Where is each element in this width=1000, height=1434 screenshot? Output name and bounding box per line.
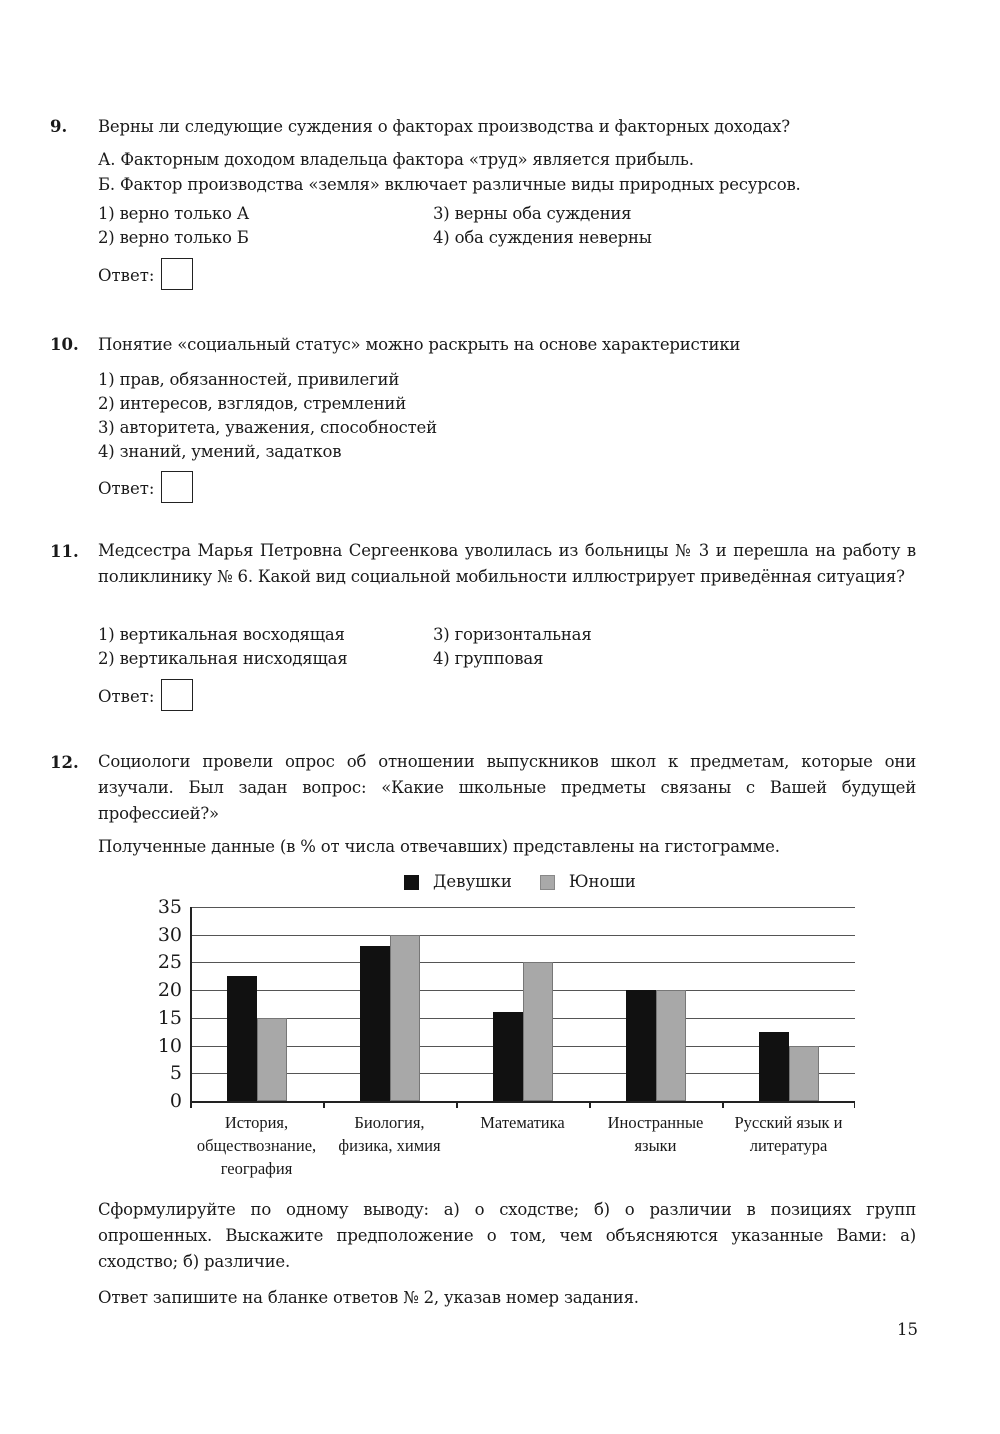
question-9-answer-label: Ответ: (98, 266, 155, 285)
question-10-answer-label: Ответ: (98, 479, 155, 498)
legend-swatch-gray-icon (540, 875, 555, 890)
question-12-text: Социологи провели опрос об отношении выпускников школ к предметам, которые они изучали. Был задан вопрос: «Какие школьные предметы связаны с Вашей будущей профессией?» (98, 752, 916, 823)
question-9-statement-a: А. Факторным доходом владельца фактора «труд» является прибыль. (98, 150, 694, 169)
gridline (190, 907, 855, 908)
y-tick-label: 0 (169, 1090, 182, 1112)
question-9-option-1: 1) верно только А (98, 204, 250, 223)
x-category-label: Математика (480, 1113, 565, 1132)
y-tick-label: 35 (157, 896, 182, 918)
question-9-option-4: 4) оба суждения неверны (433, 228, 652, 247)
x-axis (190, 1101, 855, 1103)
question-11-text: Медсестра Марья Петровна Сергеенкова уволилась из больницы № 3 и перешла на работу в поликлинику № 6. Какой вид социальной мобильности иллюстрирует приведённая ситуация? (98, 541, 916, 586)
y-tick-label: 30 (157, 923, 182, 946)
question-11-answer-label: Ответ: (98, 687, 155, 706)
page-number: 15 (897, 1320, 918, 1339)
x-tick (854, 1101, 856, 1108)
bar-boys (390, 935, 420, 1101)
x-tick (456, 1101, 458, 1108)
bar-boys (523, 962, 553, 1101)
question-10-answer-box[interactable] (161, 471, 193, 503)
chart-legend (404, 871, 664, 893)
bar-boys (257, 1018, 287, 1101)
bar-boys (656, 990, 686, 1101)
question-11-option-1: 1) вертикальная восходящая (98, 625, 345, 644)
question-9-answer-box[interactable] (161, 258, 193, 290)
y-tick-label: 20 (157, 979, 182, 1002)
question-9-option-2: 2) верно только Б (98, 228, 249, 247)
question-12-data-intro: Полученные данные (в % от числа отвечавших) представлены на гистограмме. (98, 837, 780, 856)
legend-item-girls (404, 871, 512, 893)
question-9-statement-b: Б. Фактор производства «земля» включает различные виды природных ресурсов. (98, 175, 801, 194)
legend-swatch-black-icon (404, 875, 419, 890)
legend-item-boys (540, 871, 636, 893)
question-12-number: 12. (50, 753, 79, 772)
question-10-option-4: 4) знаний, умений, задатков (98, 442, 342, 461)
x-tick (190, 1101, 192, 1108)
question-10-text: Понятие «социальный статус» можно раскрыть на основе характеристики (98, 335, 741, 354)
x-category-label: Иностранные языки (607, 1113, 704, 1155)
x-tick (323, 1101, 325, 1108)
question-12-instruction: Ответ запишите на бланке ответов № 2, указав номер задания. (98, 1288, 639, 1307)
legend-label-boys: Юноши (568, 872, 636, 891)
x-category-label: Биология, физика, химия (338, 1113, 441, 1155)
gridline (190, 935, 855, 936)
question-10-option-1: 1) прав, обязанностей, привилегий (98, 370, 400, 389)
question-9-option-3: 3) верны оба суждения (433, 204, 632, 223)
question-11-answer-box[interactable] (161, 679, 193, 711)
y-tick-label: 15 (157, 1006, 182, 1029)
question-9-number: 9. (50, 117, 68, 136)
question-11-option-4: 4) групповая (433, 649, 544, 668)
bar-chart (190, 907, 855, 1101)
legend-label-girls: Девушки (433, 872, 512, 891)
question-10-option-2: 2) интересов, взглядов, стремлений (98, 394, 407, 413)
y-axis (190, 907, 192, 1101)
bar-girls (227, 976, 257, 1101)
bar-girls (360, 946, 390, 1101)
question-11-option-3: 3) горизонтальная (433, 625, 592, 644)
question-11-option-2: 2) вертикальная нисходящая (98, 649, 348, 668)
x-category-label: История, обществознание, география (196, 1113, 317, 1178)
y-tick-label: 10 (157, 1034, 182, 1057)
question-10-option-3: 3) авторитета, уважения, способностей (98, 418, 437, 437)
bar-girls (493, 1012, 523, 1101)
question-10-number: 10. (50, 335, 79, 354)
y-tick-label: 5 (169, 1062, 182, 1085)
x-category-label: Русский язык и литература (734, 1113, 843, 1155)
bar-girls (626, 990, 656, 1101)
x-tick (722, 1101, 724, 1108)
y-tick-label: 25 (157, 951, 182, 974)
question-11-number: 11. (50, 542, 79, 561)
x-tick (589, 1101, 591, 1108)
question-9-text: Верны ли следующие суждения о факторах производства и факторных доходах? (98, 117, 790, 136)
bar-girls (759, 1032, 789, 1101)
question-12-task: Сформулируйте по одному выводу: а) о сходстве; б) о различии в позициях групп опрошенных. Выскажите предположение о том, чем объясняются указанные Вами: а) сходство; б) различие. (98, 1200, 916, 1271)
bar-boys (789, 1046, 819, 1101)
